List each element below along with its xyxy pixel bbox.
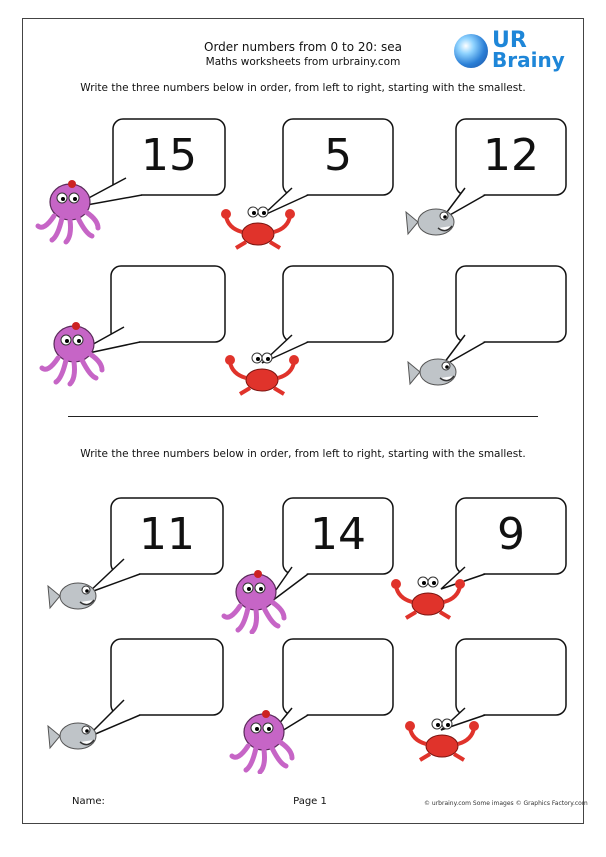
fish-icon <box>404 348 464 392</box>
number-bubble-3 <box>455 118 567 198</box>
number-bubble-5 <box>282 497 394 577</box>
number-bubble-6 <box>455 497 567 577</box>
number-bubble-2 <box>282 118 394 198</box>
crab-icon <box>402 714 482 762</box>
answer-bubble-4[interactable] <box>110 638 224 718</box>
answer-bubble-6[interactable] <box>455 638 567 718</box>
worksheet-title: Order numbers from 0 to 20: sea <box>204 40 402 54</box>
urbrainy-logo <box>448 26 568 76</box>
answer-bubble-5[interactable] <box>282 638 394 718</box>
crab-icon <box>222 348 302 396</box>
octopus-icon <box>226 708 296 774</box>
number-text: 5 <box>324 130 352 181</box>
fish-icon <box>44 572 104 616</box>
worksheet-subtitle: Maths worksheets from urbrainy.com <box>205 56 401 68</box>
name-label: Name: <box>72 796 105 807</box>
number-text: 14 <box>310 509 366 560</box>
logo-ball-icon <box>454 34 488 68</box>
answer-bubble-2[interactable] <box>282 265 394 345</box>
answer-bubble-3[interactable] <box>455 265 567 345</box>
fish-icon <box>44 712 104 756</box>
crab-icon <box>388 572 468 620</box>
section1-instruction: Write the three numbers below in order, from left to right, starting with the smallest. <box>80 82 526 94</box>
fish-icon <box>402 198 462 242</box>
page-number: Page 1 <box>293 796 327 807</box>
copyright-notice: © urbrainy.com Some images © Graphics Factory.com <box>424 800 588 807</box>
octopus-icon <box>36 320 106 390</box>
number-bubble-4 <box>110 497 224 577</box>
octopus-icon <box>32 178 102 248</box>
answer-bubble-1[interactable] <box>110 265 226 345</box>
logo-text-ur: UR <box>492 28 527 53</box>
crab-icon <box>218 202 298 250</box>
number-text: 11 <box>139 509 195 560</box>
octopus-icon <box>218 568 288 634</box>
section-divider <box>68 416 538 417</box>
number-text: 9 <box>497 509 525 560</box>
section2-instruction: Write the three numbers below in order, from left to right, starting with the smallest. <box>80 448 526 460</box>
number-text: 12 <box>483 130 539 181</box>
number-bubble-1 <box>112 118 226 198</box>
number-text: 15 <box>141 130 197 181</box>
logo-text-brainy: Brainy <box>492 48 565 72</box>
